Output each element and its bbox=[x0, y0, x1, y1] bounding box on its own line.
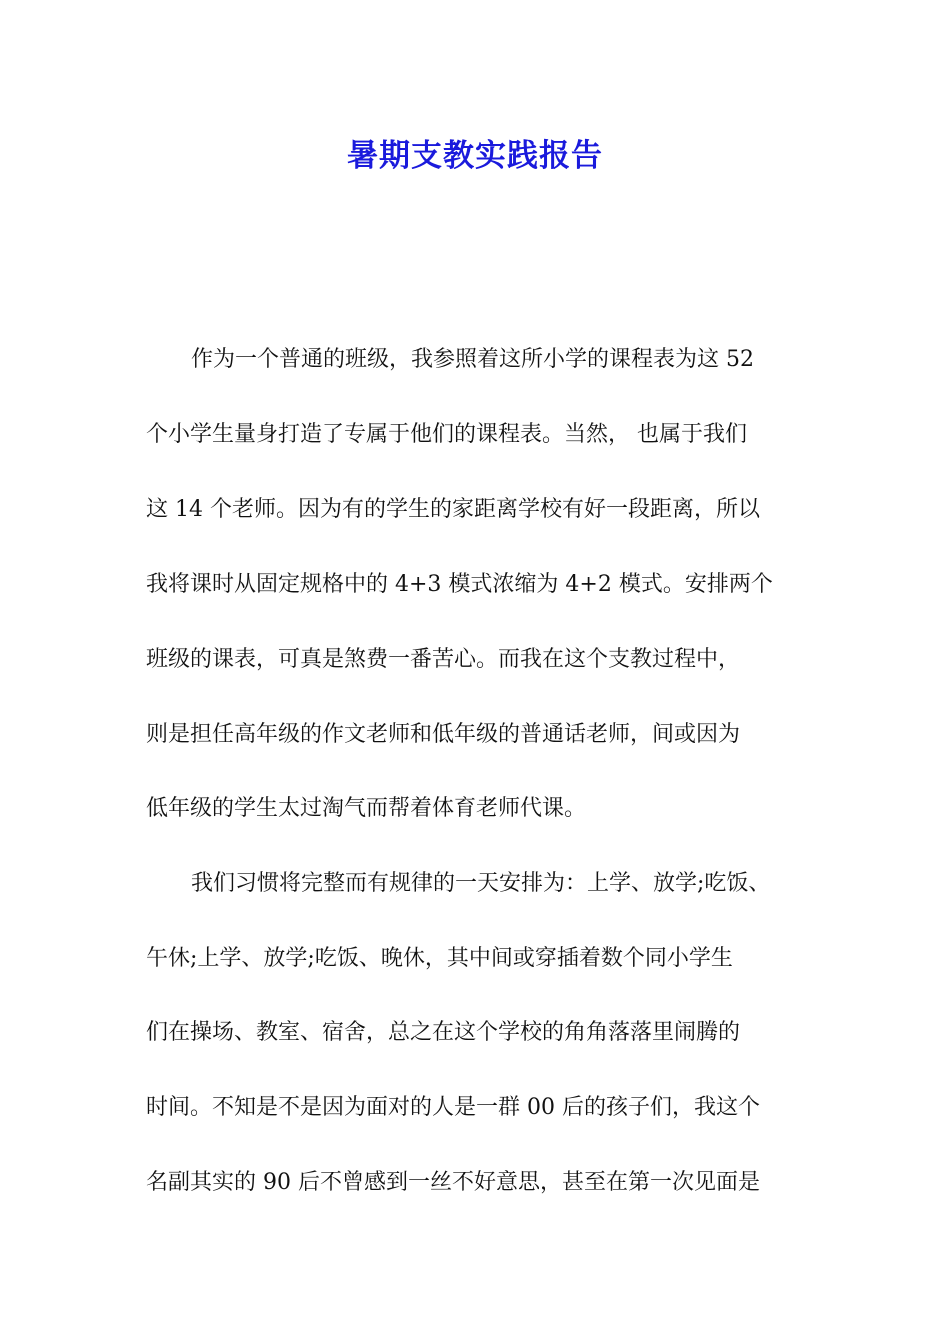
paragraph-line: 我们习惯将完整而有规律的一天安排为：上学、放学;吃饭、 bbox=[191, 871, 771, 896]
paragraph-line: 班级的课表，可真是煞费一番苦心。而我在这个支教过程中， bbox=[146, 647, 741, 672]
paragraph-line: 作为一个普通的班级，我参照着这所小学的课程表为这 52 bbox=[191, 347, 754, 372]
paragraph-line: 则是担任高年级的作文老师和低年级的普通话老师，间或因为 bbox=[146, 722, 741, 747]
document-title: 暑期支教实践报告 bbox=[347, 138, 603, 174]
paragraph-line: 时间。不知是不是因为面对的人是一群 00 后的孩子们，我这个 bbox=[146, 1095, 760, 1120]
paragraph-line: 午休;上学、放学;吃饭、晚休，其中间或穿插着数个同小学生 bbox=[146, 946, 733, 971]
paragraph-line: 个小学生量身打造了专属于他们的课程表。当然， 也属于我们 bbox=[146, 422, 747, 447]
paragraph-line: 名副其实的 90 后不曾感到一丝不好意思，甚至在第一次见面是 bbox=[146, 1170, 760, 1195]
paragraph-line: 们在操场、教室、宿舍，总之在这个学校的角角落落里闹腾的 bbox=[146, 1020, 741, 1045]
paragraph-line: 这 14 个老师。因为有的学生的家距离学校有好一段距离，所以 bbox=[146, 497, 760, 522]
paragraph-line: 低年级的学生太过淘气而帮着体育老师代课。 bbox=[146, 796, 587, 821]
paragraph-line: 我将课时从固定规格中的 4+3 模式浓缩为 4+2 模式。安排两个 bbox=[146, 572, 773, 597]
